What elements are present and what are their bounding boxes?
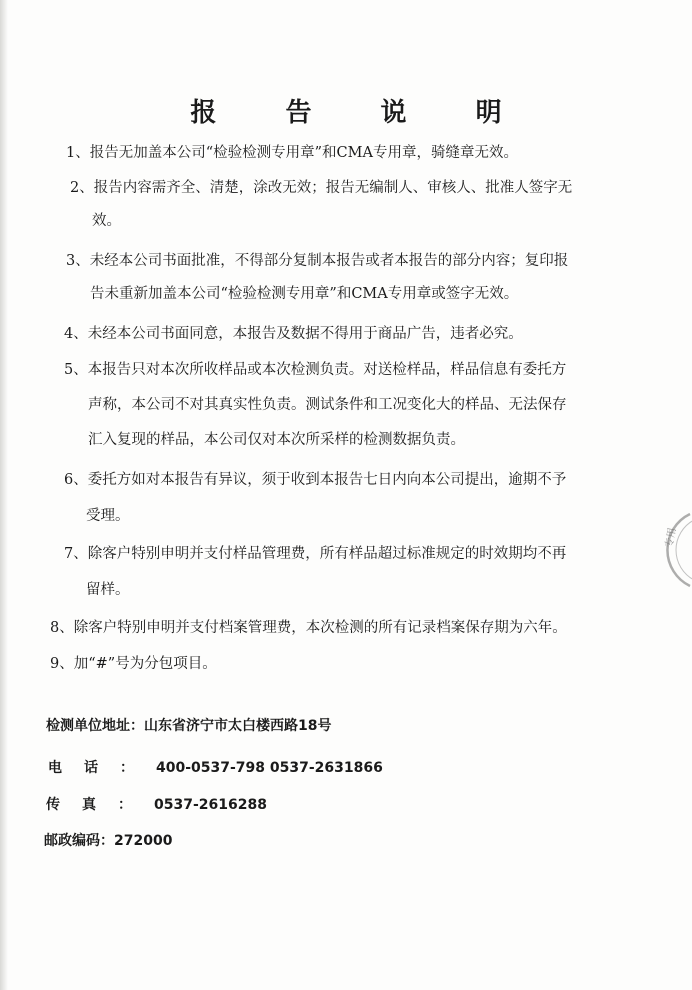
clause-line: 未经本公司书面批准，不得部分复制本报告或者本报告的部分内容；复印报	[89, 253, 569, 269]
scan-shadow	[0, 0, 8, 990]
clause-number: 4、	[64, 326, 88, 342]
contact-fax	[46, 795, 267, 815]
clause-line: 声称，本公司不对其真实性负责。测试条件和工况变化大的样品、无法保存	[88, 397, 567, 413]
clause-4	[64, 318, 644, 351]
contact-phone	[48, 758, 383, 778]
clause-line: 除客户特别申明并支付档案管理费，本次检测的所有记录档案保存期为六年。	[73, 620, 567, 636]
clause-line: 汇入复现的样品，本公司仅对本次所采样的检测数据负责。	[88, 432, 465, 448]
clause-line: 受理。	[86, 508, 130, 524]
clause-number: 1、	[66, 145, 90, 161]
clause-3-cont	[90, 278, 670, 311]
clause-line: 委托方如对本报告有异议，须于收到本报告七日内向本公司提出，逾期不予	[87, 472, 567, 488]
clause-6-cont	[86, 500, 666, 533]
clause-line: 加“#”号为分包项目。	[73, 656, 217, 672]
clause-5-cont-2	[88, 424, 668, 457]
clause-line: 本报告只对本次所收样品或本次检测负责。对送检样品，样品信息有委托方	[87, 362, 567, 378]
clause-line: 除客户特别申明并支付样品管理费，所有样品超过标准规定的时效期均不再	[87, 546, 567, 562]
clause-number: 6、	[64, 472, 88, 488]
clause-9	[50, 648, 630, 681]
clause-7-cont	[86, 574, 666, 607]
postcode-value: 272000	[114, 833, 173, 849]
clause-8	[50, 612, 650, 645]
page-title: 报 告 说 明	[190, 98, 532, 128]
clause-number: 8、	[50, 620, 74, 636]
clause-6	[64, 464, 644, 497]
clause-number: 2、	[70, 180, 94, 196]
clause-1	[66, 137, 646, 170]
clause-number: 7、	[64, 546, 88, 562]
clause-number: 9、	[50, 656, 74, 672]
seal-stamp-icon	[660, 508, 692, 592]
address-label: 检测单位地址：	[46, 718, 144, 734]
clause-5-cont-1	[88, 389, 668, 422]
contact-address	[46, 716, 331, 736]
fax-label: 传真：	[46, 797, 154, 813]
clause-line: 留样。	[86, 582, 130, 598]
clause-line: 报告无加盖本公司“检验检测专用章”和CMA专用章，骑缝章无效。	[89, 145, 518, 161]
svg-text:专用: 专用	[664, 526, 679, 549]
address-value: 山东省济宁市太白楼西路18号	[144, 718, 332, 734]
clause-number: 3、	[66, 253, 90, 269]
clause-line: 未经本公司书面同意，本报告及数据不得用于商品广告，违者必究。	[87, 326, 523, 342]
clause-3	[66, 245, 646, 278]
clause-7	[64, 538, 644, 571]
clause-line: 效。	[92, 213, 121, 229]
fax-value: 0537-2616288	[154, 797, 267, 813]
phone-value: 400-0537-798 0537-2631866	[156, 760, 383, 776]
postcode-label: 邮政编码：	[44, 833, 114, 849]
clause-number: 5、	[64, 362, 88, 378]
clause-line: 报告内容需齐全、清楚，涂改无效；报告无编制人、审核人、批准人签字无	[93, 180, 573, 196]
clause-2	[70, 172, 650, 205]
phone-label: 电话：	[48, 760, 156, 776]
contact-postcode	[44, 831, 172, 851]
clause-5	[64, 354, 644, 387]
clause-2-cont	[92, 205, 672, 238]
clause-line: 告未重新加盖本公司“检验检测专用章”和CMA专用章或签字无效。	[90, 286, 519, 302]
